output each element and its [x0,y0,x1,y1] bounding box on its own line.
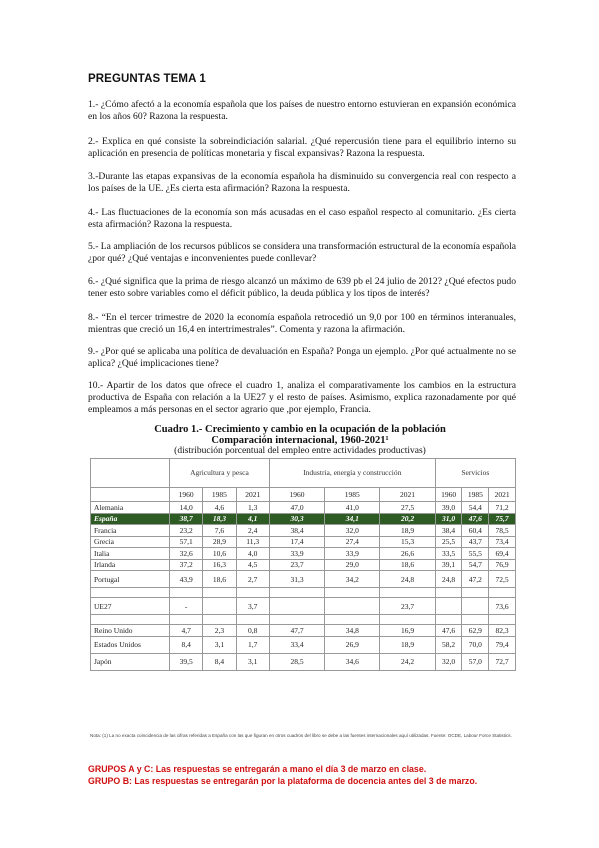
spacer-cell [380,588,435,598]
value-cell: 23,7 [269,559,324,571]
spacer-cell [91,615,170,625]
country-cell: UE27 [91,598,170,615]
year-cell: 2021 [380,488,435,502]
value-cell: 24,8 [435,571,462,588]
groups-a-c-note: GRUPOS A y C: Las respuestas se entregarán a mano el día 3 de marzo en clase. [88,764,427,774]
value-cell: 4,0 [236,548,269,560]
value-cell: 38,4 [435,525,462,537]
question-3: 3.-Durante las etapas expansivas de la economía española ha disminuido su convergencia real con respecto a los países de la UE. ¿Es cierta esta afirmación? Razona la respuesta. [88,171,516,194]
value-cell: 3,7 [236,598,269,615]
value-cell: 76,9 [489,559,516,571]
spacer-row [91,588,516,598]
table-row [91,653,516,670]
value-cell: 72,7 [489,653,516,670]
value-cell: 11,3 [236,536,269,548]
spacer-cell [236,588,269,598]
question-2: 2.- Explica en qué consiste la sobreindiciación salarial. ¿Qué repercusión tiene para el equilibrio interno su aplicación en presencia de políticas monetaria y fiscal expansivas? Razona la respuesta. [88,136,516,159]
value-cell: 34,8 [325,625,380,637]
year-cell: 1960 [435,488,462,502]
value-cell: 73,6 [489,598,516,615]
value-cell: 71,2 [489,502,516,514]
value-cell: 18,9 [380,636,435,653]
value-cell: - [170,598,203,615]
group-header-services: Servicios [435,459,515,488]
value-cell: 23,7 [380,598,435,615]
spacer-cell [380,615,435,625]
value-cell: 8,4 [203,653,236,670]
group-b-note: GRUPO B: Las respuestas se entregarán por la plataforma de docencia antes del 3 de marzo. [88,776,478,786]
value-cell: 28,5 [269,653,324,670]
value-cell: 57,1 [170,536,203,548]
value-cell: 31,3 [269,571,324,588]
value-cell: 18,3 [203,513,236,525]
value-cell: 23,2 [170,525,203,537]
value-cell: 39,5 [170,653,203,670]
corner-cell [91,459,170,488]
value-cell: 33,4 [269,636,324,653]
value-cell: 24,2 [380,653,435,670]
value-cell: 79,4 [489,636,516,653]
value-cell: 16,3 [203,559,236,571]
value-cell: 24,8 [380,571,435,588]
table-subtitle: (distribución porcentual del empleo entre actividades productivas) [174,446,426,456]
group-header-agriculture: Agricultura y pesca [170,459,270,488]
country-cell: Italia [91,548,170,560]
country-cell: Estados Unidos [91,636,170,653]
value-cell: 62,9 [462,625,489,637]
value-cell: 3,1 [203,636,236,653]
year-cell: 1960 [170,488,203,502]
spacer-cell [170,588,203,598]
value-cell: 29,0 [325,559,380,571]
value-cell: 34,1 [325,513,380,525]
value-cell [269,598,324,615]
value-cell: 26,9 [325,636,380,653]
country-cell: Francia [91,525,170,537]
value-cell: 73,4 [489,536,516,548]
group-header-industry: Industria, energía y construcción [269,459,435,488]
value-cell: 4,7 [170,625,203,637]
value-cell: 18,6 [380,559,435,571]
table-row [91,502,516,514]
value-cell: 34,6 [325,653,380,670]
country-cell: Grecia [91,536,170,548]
spacer-cell [203,588,236,598]
value-cell: 41,0 [325,502,380,514]
year-cell: 1985 [462,488,489,502]
spacer-cell [236,615,269,625]
year-row [91,488,516,502]
table-row [91,598,516,615]
value-cell: 70,0 [462,636,489,653]
country-cell: Portugal [91,571,170,588]
table-title-2: Comparación internacional, 1960-2021¹ [211,435,389,446]
table-body [91,488,516,671]
spacer-cell [269,588,324,598]
value-cell: 47,6 [462,513,489,525]
table-row [91,525,516,537]
value-cell: 75,7 [489,513,516,525]
value-cell: 32,0 [325,525,380,537]
spacer-cell [203,615,236,625]
value-cell: 0,8 [236,625,269,637]
table-row [91,636,516,653]
value-cell: 43,9 [170,571,203,588]
value-cell: 1,7 [236,636,269,653]
question-1: 1.- ¿Cómo afectó a la economía española que los países de nuestro entorno estuvieran en expansión económica en los años 60? Razona la respuesta. [88,99,516,122]
country-cell: Alemania [91,502,170,514]
value-cell: 32,6 [170,548,203,560]
value-cell: 4,5 [236,559,269,571]
year-cell: 1985 [325,488,380,502]
value-cell: 33,5 [435,548,462,560]
spacer-row [91,615,516,625]
value-cell: 17,4 [269,536,324,548]
value-cell: 31,0 [435,513,462,525]
spacer-cell [325,615,380,625]
value-cell: 15,3 [380,536,435,548]
value-cell: 54,4 [462,502,489,514]
table-row [91,513,516,525]
value-cell: 69,4 [489,548,516,560]
table-row [91,571,516,588]
value-cell [435,598,462,615]
spacer-cell [170,615,203,625]
value-cell [462,598,489,615]
country-cell: España [91,513,170,525]
value-cell: 38,7 [170,513,203,525]
spacer-cell [462,588,489,598]
table-row [91,559,516,571]
value-cell: 82,3 [489,625,516,637]
value-cell: 47,6 [435,625,462,637]
question-4: 4.- Las fluctuaciones de la economía son más acusadas en el caso español respecto al comunitario. ¿Es cierta esta afirmación? Razona la respuesta. [88,207,516,230]
value-cell: 34,2 [325,571,380,588]
value-cell: 1,3 [236,502,269,514]
value-cell: 32,0 [435,653,462,670]
value-cell: 47,0 [269,502,324,514]
spacer-cell [462,615,489,625]
spacer-cell [269,615,324,625]
value-cell [203,598,236,615]
value-cell: 43,7 [462,536,489,548]
year-row-blank [91,488,170,502]
value-cell: 10,6 [203,548,236,560]
value-cell: 4,6 [203,502,236,514]
page-heading: PREGUNTAS TEMA 1 [88,73,206,85]
value-cell: 27,5 [380,502,435,514]
question-10: 10.- Apartir de los datos que ofrece el cuadro 1, analiza el comparativamente los cambios en la estructura productiva de España con relación a la UE27 y el resto de países. Asimismo, explica razonadamente por qué empleamos a más personas en el sector agrario que ,por ejemplo, Francia. [88,380,516,415]
value-cell: 47,2 [462,571,489,588]
value-cell [325,598,380,615]
value-cell: 30,3 [269,513,324,525]
question-8: 8.- “En el tercer trimestre de 2020 la economía española retrocedió un 9,0 por 100 en términos interanuales, mientras que creció un 16,4 en intertrimestrales”. Comenta y razona la afirmación. [88,312,516,335]
value-cell: 47,7 [269,625,324,637]
country-cell: Japón [91,653,170,670]
value-cell: 58,2 [435,636,462,653]
table-row [91,625,516,637]
year-cell: 1960 [269,488,324,502]
value-cell: 72,5 [489,571,516,588]
spacer-cell [489,615,516,625]
year-cell: 2021 [236,488,269,502]
table-note: Nota: (1) La no exacta coincidencia de las cifras referidas a España con las que figuran en otros cuadros del libro se debe a las fuentes internacionales aquí utilizadas. Fuente: OCDE, Labour Force Statistics. [90,733,512,738]
value-cell: 14,0 [170,502,203,514]
year-cell: 2021 [489,488,516,502]
table-title: Cuadro 1.- Crecimiento y cambio en la ocupación de la población [154,424,446,435]
value-cell: 55,5 [462,548,489,560]
country-cell: Irlanda [91,559,170,571]
question-9: 9.- ¿Por qué se aplicaba una política de devaluación en España? Ponga un ejemplo. ¿Por qué actualmente no se aplica? ¿Qué implicaciones tiene? [88,346,516,369]
value-cell: 2,4 [236,525,269,537]
value-cell: 78,5 [489,525,516,537]
country-cell: Reino Unido [91,625,170,637]
employment-table [90,458,516,671]
value-cell: 39,1 [435,559,462,571]
spacer-cell [489,588,516,598]
value-cell: 39,0 [435,502,462,514]
value-cell: 28,9 [203,536,236,548]
spacer-cell [435,615,462,625]
spacer-cell [91,588,170,598]
value-cell: 54,7 [462,559,489,571]
value-cell: 37,2 [170,559,203,571]
value-cell: 38,4 [269,525,324,537]
table-row [91,548,516,560]
spacer-cell [435,588,462,598]
year-cell: 1985 [203,488,236,502]
table-group-header [91,459,516,488]
value-cell: 33,9 [325,548,380,560]
value-cell: 25,5 [435,536,462,548]
value-cell: 4,1 [236,513,269,525]
table-row [91,536,516,548]
question-5: 5.- La ampliación de los recursos públicos se considera una transformación estructural de la economía española ¿por qué? ¿Qué ventajas e inconvenientes puede conllevar? [88,241,516,264]
value-cell: 20,2 [380,513,435,525]
value-cell: 16,9 [380,625,435,637]
value-cell: 8,4 [170,636,203,653]
value-cell: 33,9 [269,548,324,560]
value-cell: 3,1 [236,653,269,670]
spacer-cell [325,588,380,598]
value-cell: 7,6 [203,525,236,537]
value-cell: 2,7 [236,571,269,588]
value-cell: 26,6 [380,548,435,560]
question-6: 6.- ¿Qué significa que la prima de riesgo alcanzó un máximo de 639 pb el 24 julio de 2012? ¿Qué efectos pudo tener esto sobre variables como el déficit público, la deuda pública y los tipos de interés? [88,276,516,299]
value-cell: 18,9 [380,525,435,537]
value-cell: 60,4 [462,525,489,537]
value-cell: 2,3 [203,625,236,637]
value-cell: 57,0 [462,653,489,670]
value-cell: 27,4 [325,536,380,548]
value-cell: 18,6 [203,571,236,588]
